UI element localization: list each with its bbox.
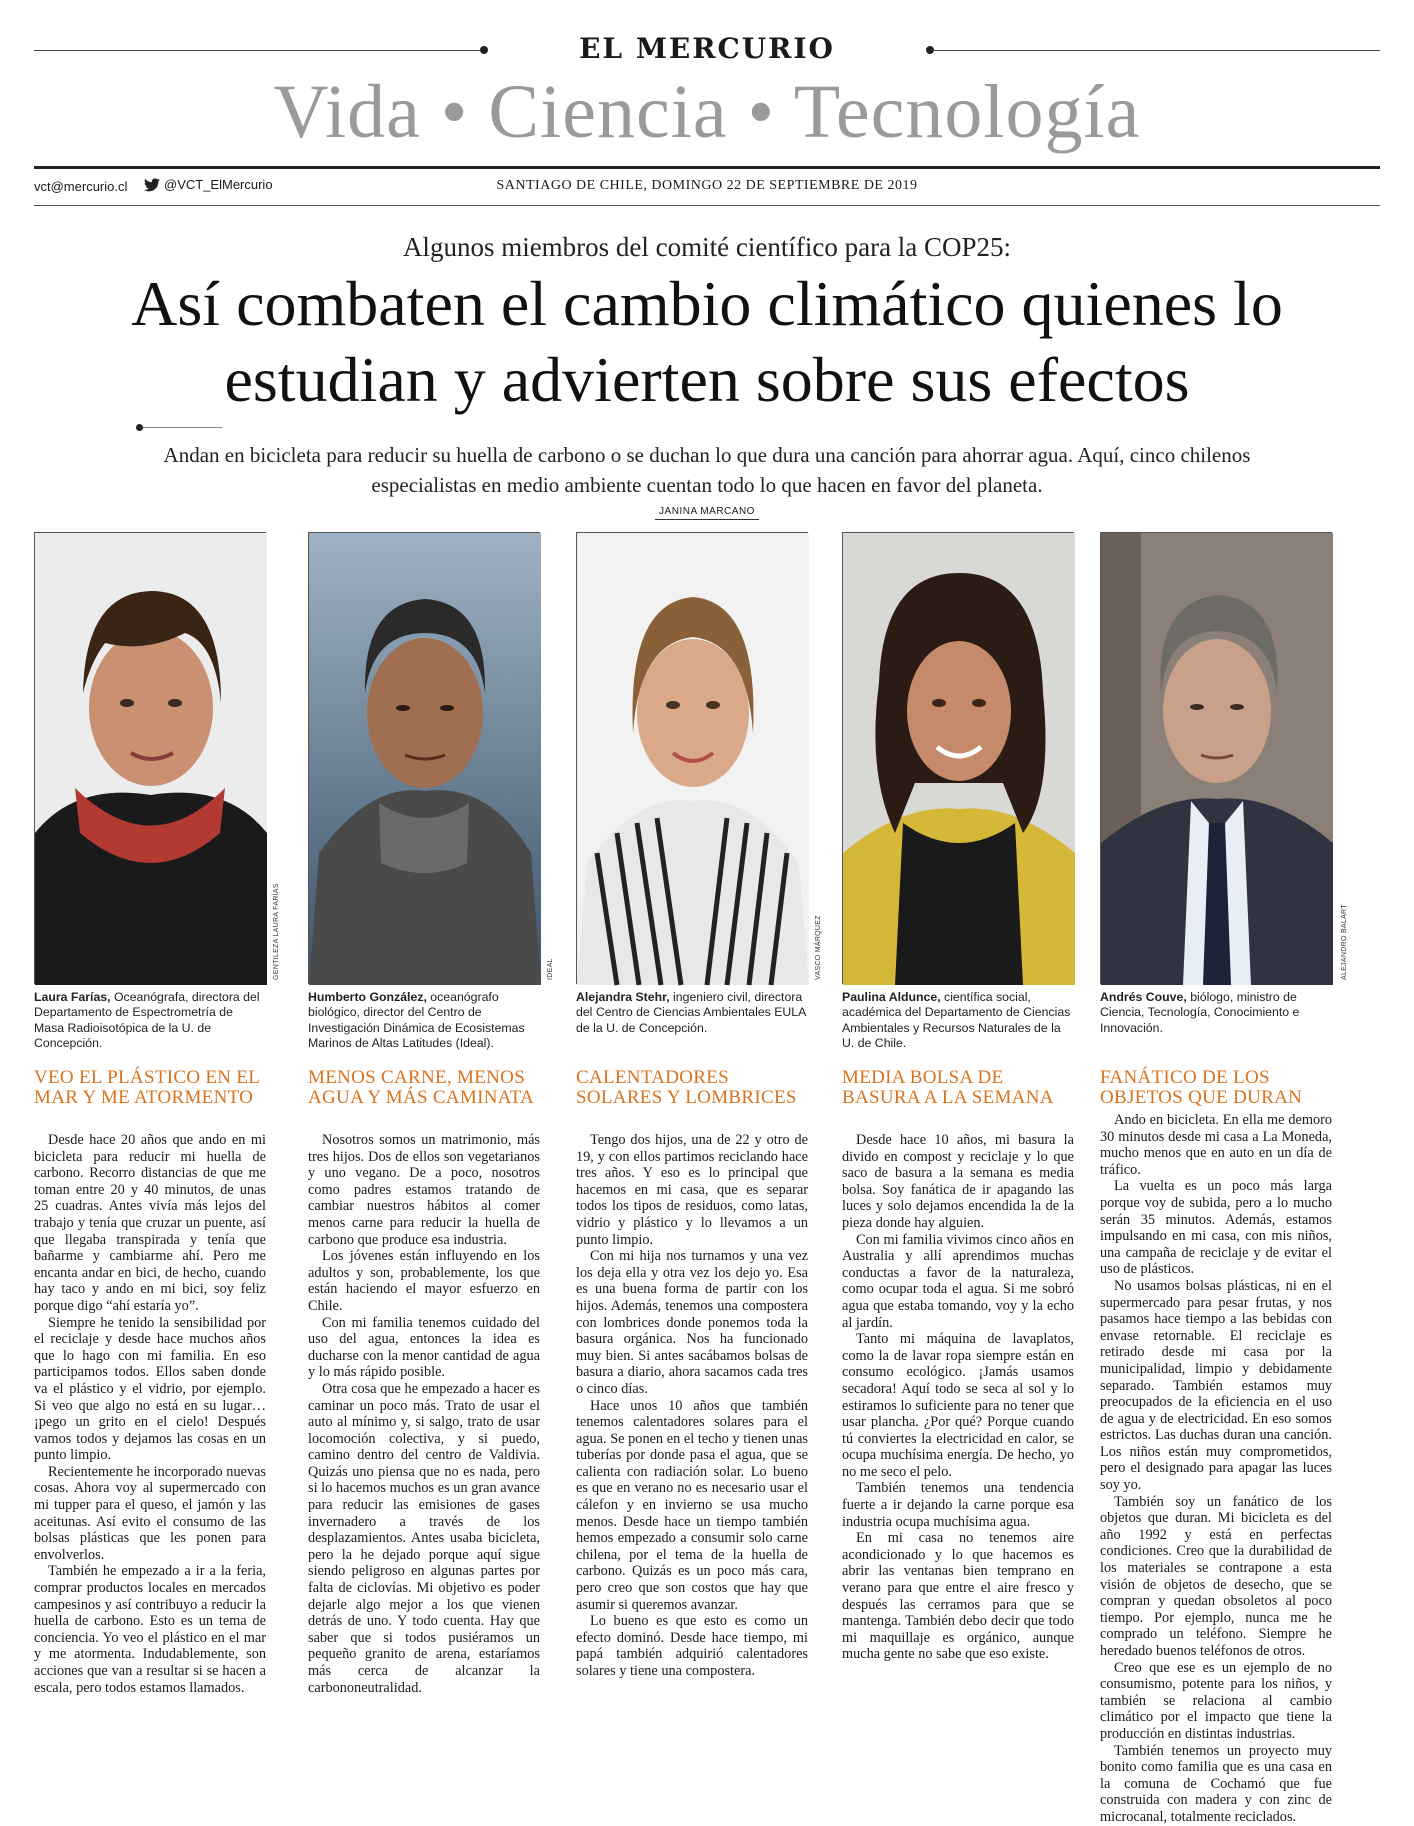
- photo-credit: [810, 532, 822, 984]
- photo-credit: [542, 532, 554, 984]
- body-paragraph: No usamos bolsas plásticas, ni en el supermercado para pesar frutas, y nos pasamos hace tiempo a las bebidas con envase retornable. El reciclaje es retirado desde mi casa por la municipalidad, limpio y debidamente separado. También estamos muy preocupados de la eficiencia en el uso de agua y de electricidad. En eso somos estrictos. Las duchas duran una canción. Los niños están muy comprometidos, pero el designado para apagar las luces soy yo.: [1100, 1277, 1332, 1494]
- photo-credit-text: GENTILEZA LAURA FARÍAS: [273, 883, 280, 980]
- dateline-bar: [34, 166, 1380, 206]
- body-paragraph: También he empezado a ir a la feria, comprar productos locales en mercados campesinos y así contribuyo a reducir la huella de carbono. Esto es un tema de conciencia. Yo veo el plástico en el mar y me atormenta. Indudablemente, son acciones que van a resultar si se hacen a escala, pero todos estamos llamados.: [34, 1563, 266, 1696]
- column-body: [576, 1132, 808, 1732]
- column-body: [34, 1132, 266, 1732]
- body-paragraph: También tenemos una tendencia fuerte a ir dejando la carne porque esa industria ocupa muchísima agua.: [842, 1480, 1074, 1530]
- photo-credit: [268, 532, 280, 984]
- column-heading: CALENTADORES SOLARES Y LOMBRICES: [576, 1067, 797, 1108]
- column-heading: FANÁTICO DE LOS OBJETOS QUE DURAN: [1100, 1067, 1303, 1108]
- body-paragraph: Creo que ese es un ejemplo de no consumismo, potente para los niños, y también se relaciona al cambio climático por el impacto que tiene la producción en distintas industrias.: [1100, 1659, 1332, 1742]
- body-paragraph: Nosotros somos un matrimonio, más tres hijos. Dos de ellos son vegetarianos y uno vegano. De a poco, nosotros como padres estamos tratando de cambiar nuestros hábitos al comer menos carne para reducir la huella de carbono que produce esa industria.: [308, 1132, 540, 1248]
- caption: [576, 990, 808, 1036]
- body-paragraph: También tenemos un proyecto muy bonito como familia que es una casa en la comuna de Cochamó que fue construida con madera y con zinc de microcanal, totalmente reciclados.: [1100, 1742, 1332, 1825]
- column-body: [842, 1132, 1074, 1732]
- body-paragraph: La vuelta es un poco más larga porque voy de subida, pero a lo mucho serán 35 minutos. Además, estamos impulsando en mi casa, con mis niños, una campaña de reciclaje y de evitar el uso de plásticos.: [1100, 1178, 1332, 1278]
- section-title: Vida • Ciencia • Tecnología: [273, 70, 1141, 154]
- body-paragraph: También soy un fanático de los objetos que duran. Mi bicicleta es del año 1992 y está en perfectas condiciones. Creo que la durabilidad de los materiales se contrapone a esta visión de objetos de desecho, que se compran y quedan obsoletos al poco tiempo. Por ejemplo, nunca me he comprado un teléfono. Siempre he heredado buenos teléfonos de otros.: [1100, 1493, 1332, 1659]
- caption: [1100, 990, 1332, 1036]
- body-paragraph: En mi casa no tenemos aire acondicionado y lo que hacemos es abrir las ventanas bien temprano en verano para que entre el aire fresco y después las cerramos para que se mantenga. También debo decir que todo mi maquillaje es orgánico, aunque mucha gente no sabe que eso existe.: [842, 1530, 1074, 1663]
- byline-author: JANINA MARCANO: [655, 506, 759, 520]
- photo-humberto-gonzalez: [308, 532, 540, 984]
- photo-alejandra-stehr: [576, 532, 808, 984]
- caption-role: biólogo, ministro de Ciencia, Tecnología, Conocimiento e Innovación.: [1100, 990, 1300, 1035]
- caption-name: Alejandra Stehr,: [576, 990, 670, 1004]
- column-body: [308, 1132, 540, 1732]
- body-paragraph: Tengo dos hijos, una de 22 y otro de 19, y con ellos partimos reciclando hace tres años. Y eso es lo principal que hacemos en mi casa, que es separar todos los tipos de residuos, como latas, vidrio y plástico y lo llevamos a un punto limpio.: [576, 1132, 808, 1248]
- caption-role: Oceanógrafa, directora del Departamento de Espectrometría de Masa Radioisotópica de la U. de Concepción.: [34, 990, 260, 1051]
- caption-name: Paulina Aldunce,: [842, 990, 941, 1004]
- caption: [308, 990, 540, 1052]
- article-subhead: Andan en bicicleta para reducir su huella de carbono o se duchan lo que dura una canción para ahorrar agua. Aquí, cinco chilenos especialistas en medio ambiente cuentan todo lo que hacen en favor del planeta.: [163, 443, 1251, 497]
- caption: [34, 990, 266, 1052]
- caption: [842, 990, 1074, 1052]
- article-headline: Así combaten el cambio climático quienes lo estudian y advierten sobre sus efectos: [131, 268, 1283, 415]
- photo-paulina-aldunce: [842, 532, 1074, 984]
- photo-credit: [1336, 532, 1348, 984]
- body-paragraph: Siempre he tenido la sensibilidad por el reciclaje y desde hace muchos años que lo hago con mi familia. En eso participamos todos. Ellos saben donde va el plástico y el vidrio, por ejemplo. Si veo que algo no está en su lugar… ¡pego un grito en el cielo! Después vamos todos y dejamos las cosas en un punto limpio.: [34, 1314, 266, 1464]
- body-paragraph: Recientemente he incorporado nuevas cosas. Ahora voy al supermercado con mi tupper para el queso, el jamón y las aceitunas. Así evito el consumo de las bolsas plásticas que les ponen para envolverlos.: [34, 1463, 266, 1563]
- photo-laura-farias: [34, 532, 266, 984]
- photo-credit: [1076, 532, 1088, 984]
- decorative-rule: [138, 427, 222, 428]
- body-paragraph: Tanto mi máquina de lavaplatos, como la de lavar ropa siempre están en consumo ecológico. ¡Jamás usamos secadora! Aquí todo se seca al sol y lo estiramos lo suficiente para no tener que usar plancha. ¿Por qué? Porque cuando tú conviertes la electricidad en calor, se ocupa muchísima energía. De hecho, yo no me seco el pelo.: [842, 1331, 1074, 1480]
- photo-credit-text: VASCO MÁRQUEZ: [815, 915, 822, 980]
- caption-name: Humberto González,: [308, 990, 427, 1004]
- article-kicker: Algunos miembros del comité científico para la COP25:: [402, 232, 1012, 262]
- body-paragraph: Con mi familia tenemos cuidado del uso del agua, entonces la idea es ducharse con la menor cantidad de agua y lo más rápido posible.: [308, 1314, 540, 1381]
- column-heading: MENOS CARNE, MENOS AGUA Y MÁS CAMINATA: [308, 1067, 535, 1108]
- body-paragraph: Los jóvenes están influyendo en los adultos y son, probablemente, los que están haciendo el mayor esfuerzo en Chile.: [308, 1248, 540, 1314]
- column-heading: MEDIA BOLSA DE BASURA A LA SEMANA: [842, 1067, 1054, 1108]
- column-body: [1100, 1112, 1332, 1825]
- section-email[interactable]: vct@mercurio.cl: [34, 179, 128, 194]
- body-paragraph: Desde hace 10 años, mi basura la divido en compost y reciclaje y lo que saco de basura a la semana es media bolsa. Soy fanática de ir apagando las luces y solo dejamos encendida la de la pieza donde hay alguien.: [842, 1132, 1074, 1231]
- column-heading: VEO EL PLÁSTICO EN EL MAR Y ME ATORMENTO: [34, 1067, 260, 1108]
- caption-name: Laura Farías,: [34, 990, 111, 1004]
- newspaper-name: EL MERCURIO: [579, 32, 835, 65]
- caption-role: científica social, académica del Departamento de Ciencias Ambientales y Recursos Naturales de la U. de Chile.: [842, 990, 1071, 1051]
- body-paragraph: Otra cosa que he empezado a hacer es caminar un poco más. Trato de usar el auto al mínimo y, si salgo, trato de usar locomoción colectiva, y si puedo, camino dentro del centro de Valdivia. Quizás uno piensa que no es nada, pero si lo hacemos muchos es un gran avance para reducir las emisiones de gases invernadero a través de los desplazamientos. Antes usaba bicicleta, pero la he dejado porque aquí sigue siendo peligroso en algunas partes por falta de ciclovías. Mi objetivo es poder dejarle algo mejor a los que vienen detrás de uno. Y todo cuenta. Hay que saber que si todos pusiéramos un pequeño granito de arena, estaríamos más cerca de alcanzar la carbononeutralidad.: [308, 1380, 540, 1696]
- dateline: SANTIAGO DE CHILE, DOMINGO 22 DE SEPTIEMBRE DE 2019: [496, 178, 918, 193]
- photo-andres-couve: [1100, 532, 1332, 984]
- caption-name: Andrés Couve,: [1100, 990, 1187, 1004]
- body-paragraph: Lo bueno es que esto es como un efecto dominó. Desde hace tiempo, mi papá también adquirió calentadores solares y tiene una compostera.: [576, 1613, 808, 1679]
- masthead: [34, 26, 1380, 76]
- caption-role: oceanógrafo biológico, director del Centro de Investigación Dinámica de Ecosistemas Marinos de Altas Latitudes (Ideal).: [308, 990, 525, 1051]
- twitter-handle-text: @VCT_ElMercurio: [164, 177, 273, 192]
- body-paragraph: Con mi familia vivimos cinco años en Australia y allí aprendimos muchas conductas a favor de la naturaleza, como ocupar toda el agua. Si me sobró agua que estaba tomando, voy y la echo al jardín.: [842, 1231, 1074, 1331]
- body-paragraph: Con mi hija nos turnamos y una vez los deja ella y otra vez los dejo yo. Esa es una buena forma de partir con los hijos. Además, tenemos una compostera con lombrices donde ponemos toda la basura orgánica. Nos ha funcionado muy bien. Si antes sacábamos bolsas de basura a diario, ahora sacamos cada tres o cinco días.: [576, 1248, 808, 1397]
- caption-role: ingeniero civil, directora del Centro de Ciencias Ambientales EULA de la U. de Concepción.: [576, 990, 806, 1035]
- body-paragraph: Ando en bicicleta. En ella me demoro 30 minutos desde mi casa a La Moneda, mucho menos que en auto en un día de tráfico.: [1100, 1112, 1332, 1178]
- byline: [0, 506, 1414, 517]
- masthead-rule-right: [932, 50, 1380, 51]
- body-paragraph: Hace unos 10 años que también tenemos calentadores solares para el agua. Se ponen en el techo y tienen unas tuberías por donde pasa el agua, que se calienta con radiación solar. Lo bueno es que en verano no es necesario usar el cálefon y en invierno se usa mucho menos. Desde hace un tiempo también hemos empezado a consumir solo carne chilena, por el tema de la huella de carbono. Quizás es un poco más cara, pero creo que son costos que hay que asumir si queremos avanzar.: [576, 1397, 808, 1613]
- photo-credit-text: ALEJANDRO BALART: [1341, 904, 1348, 980]
- body-paragraph: Desde hace 20 años que ando en mi bicicleta para reducir mi huella de carbono. Recorro distancias de que me toman entre 20 y 40 minutos, de unas 25 cuadras. Antes vivía más lejos del trabajo y tenía que cruzar un puente, así que llegaba transpirada y tenía que bañarme y cambiarme ahí. Pero me encanta andar en bici, de hecho, cuando hay taco y ando en mi bici, soy feliz porque digo “ahí estaría yo”.: [34, 1132, 266, 1314]
- photo-credit-text: IDEAL: [547, 958, 554, 980]
- decorative-dot: [136, 424, 143, 431]
